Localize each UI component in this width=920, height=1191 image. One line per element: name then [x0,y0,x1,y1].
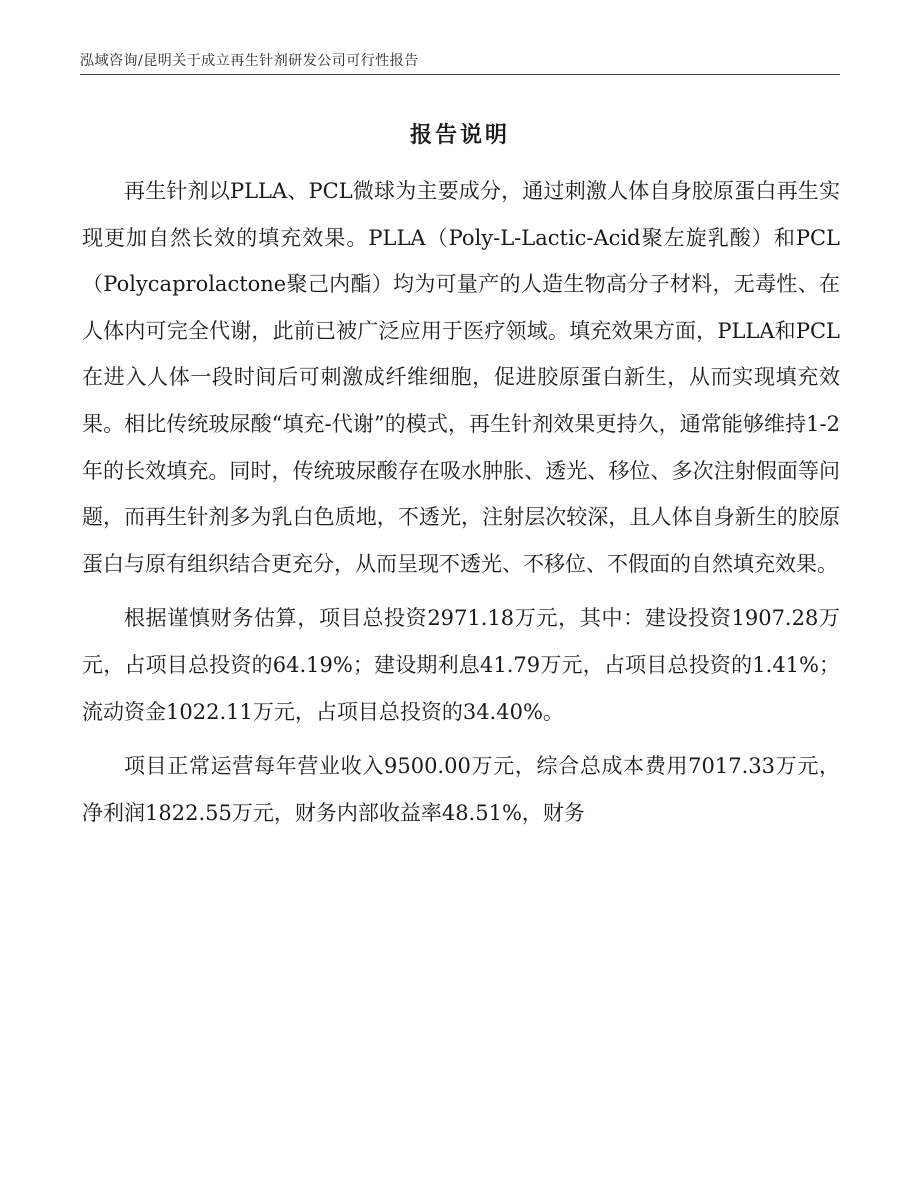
paragraph-investment: 根据谨慎财务估算，项目总投资2971.18万元，其中：建设投资1907.28万元，占项目总投资的64.19%；建设期利息41.79万元，占项目总投资的1.41%；流动资金1022.11万元，占项目总投资的34.40%。 [82,606,840,724]
body-text [82,168,840,836]
running-header: 泓域咨询/昆明关于成立再生针剂研发公司可行性报告 [80,53,419,69]
page-title: 报告说明 [409,122,510,148]
paragraph-intro: 再生针剂以PLLA、PCL微球为主要成分，通过刺激人体自身胶原蛋白再生实现更加自然长效的填充效果。PLLA（Poly-L-Lactic-Acid聚左旋乳酸）和PCL（Polycaprolactone聚己内酯）均为可量产的人造生物高分子材料，无毒性、在人体内可完全代谢，此前已被广泛应用于医疗领域。填充效果方面，PLLA和PCL在进入人体一段时间后可刺激成纤维细胞，促进胶原蛋白新生，从而实现填充效果。相比传统玻尿酸“填充-代谢”的模式，再生针剂效果更持久，通常能够维持1-2年的长效填充。同时，传统玻尿酸存在吸水肿胀、透光、移位、多次注射假面等问题，而再生针剂多为乳白色质地，不透光，注射层次较深，且人体自身新生的胶原蛋白与原有组织结合更充分，从而呈现不透光、不移位、不假面的自然填充效果。 [82,179,840,576]
paragraph-operations: 项目正常运营每年营业收入9500.00万元，综合总成本费用7017.33万元，净利润1822.55万元，财务内部收益率48.51%，财务 [82,754,840,825]
header-divider [80,74,840,75]
